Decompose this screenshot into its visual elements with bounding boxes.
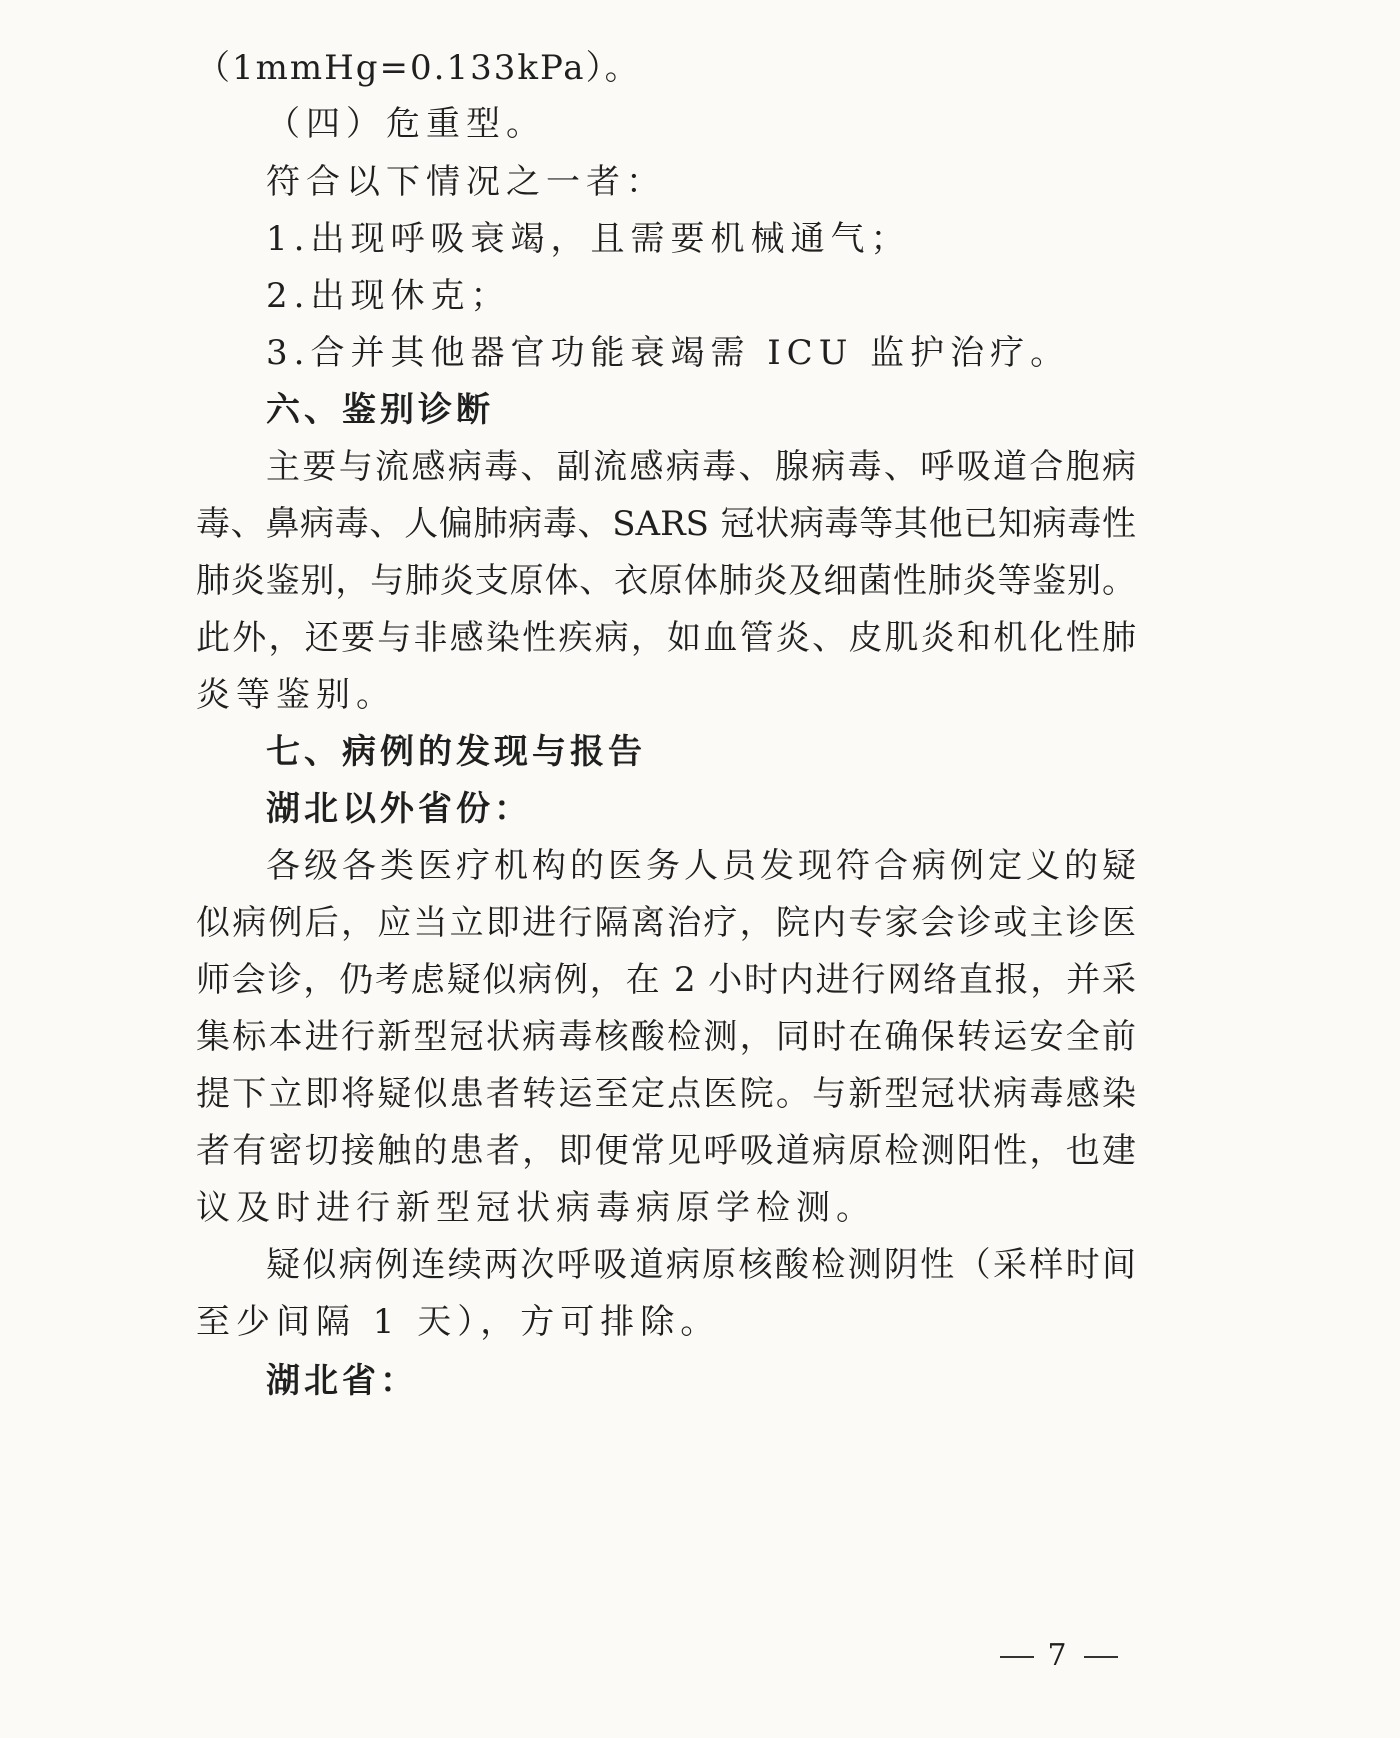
paragraph-line: 疑似病例连续两次呼吸道病原核酸检测阴性（采样时间 bbox=[266, 1245, 1136, 1285]
paragraph-line: 此外，还要与非感染性疾病，如血管炎、皮肌炎和机化性肺 bbox=[196, 618, 1136, 658]
list-item: 3.合并其他器官功能衰竭需 ICU 监护治疗。 bbox=[266, 333, 1071, 373]
section-heading-case-reporting: 七、病例的发现与报告 bbox=[266, 732, 646, 772]
paragraph-line: 师会诊，仍考虑疑似病例，在 2 小时内进行网络直报，并采 bbox=[196, 960, 1136, 1000]
dash-decoration bbox=[1084, 1656, 1118, 1658]
dash-decoration bbox=[1000, 1656, 1034, 1658]
paragraph-line: 提下立即将疑似患者转运至定点医院。与新型冠状病毒感染 bbox=[196, 1074, 1136, 1114]
paragraph-line: 毒、鼻病毒、人偏肺病毒、SARS 冠状病毒等其他已知病毒性 bbox=[196, 504, 1136, 544]
paragraph-line: 集标本进行新型冠状病毒核酸检测，同时在确保转运安全前 bbox=[196, 1017, 1136, 1057]
subheading-outside-hubei: 湖北以外省份： bbox=[266, 789, 532, 829]
section-heading-critical: （四）危重型。 bbox=[266, 104, 546, 144]
paragraph-line: 各级各类医疗机构的医务人员发现符合病例定义的疑 bbox=[266, 846, 1136, 886]
paragraph-line: 至少间隔 1 天），方可排除。 bbox=[196, 1302, 721, 1342]
paragraph-line: 肺炎鉴别，与肺炎支原体、衣原体肺炎及细菌性肺炎等鉴别。 bbox=[196, 561, 1136, 601]
paragraph-line: 者有密切接触的患者，即便常见呼吸道病原检测阳性，也建 bbox=[196, 1131, 1136, 1171]
list-item: 2.出现休克； bbox=[266, 276, 511, 316]
list-item: 1.出现呼吸衰竭，且需要机械通气； bbox=[266, 219, 911, 259]
subheading-hubei: 湖北省： bbox=[266, 1361, 418, 1401]
paragraph-line: 炎等鉴别。 bbox=[196, 675, 396, 715]
page-number bbox=[1000, 1638, 1118, 1674]
section-heading-differential-diagnosis: 六、鉴别诊断 bbox=[266, 390, 494, 430]
text-line: （1mmHg=0.133kPa）。 bbox=[196, 48, 641, 88]
text-line: 符合以下情况之一者： bbox=[266, 162, 666, 202]
paragraph-line: 议及时进行新型冠状病毒病原学检测。 bbox=[196, 1188, 876, 1228]
paragraph-line: 似病例后，应当立即进行隔离治疗，院内专家会诊或主诊医 bbox=[196, 903, 1136, 943]
paragraph-line: 主要与流感病毒、副流感病毒、腺病毒、呼吸道合胞病 bbox=[266, 447, 1136, 487]
page-number-value: 7 bbox=[1047, 1638, 1071, 1673]
